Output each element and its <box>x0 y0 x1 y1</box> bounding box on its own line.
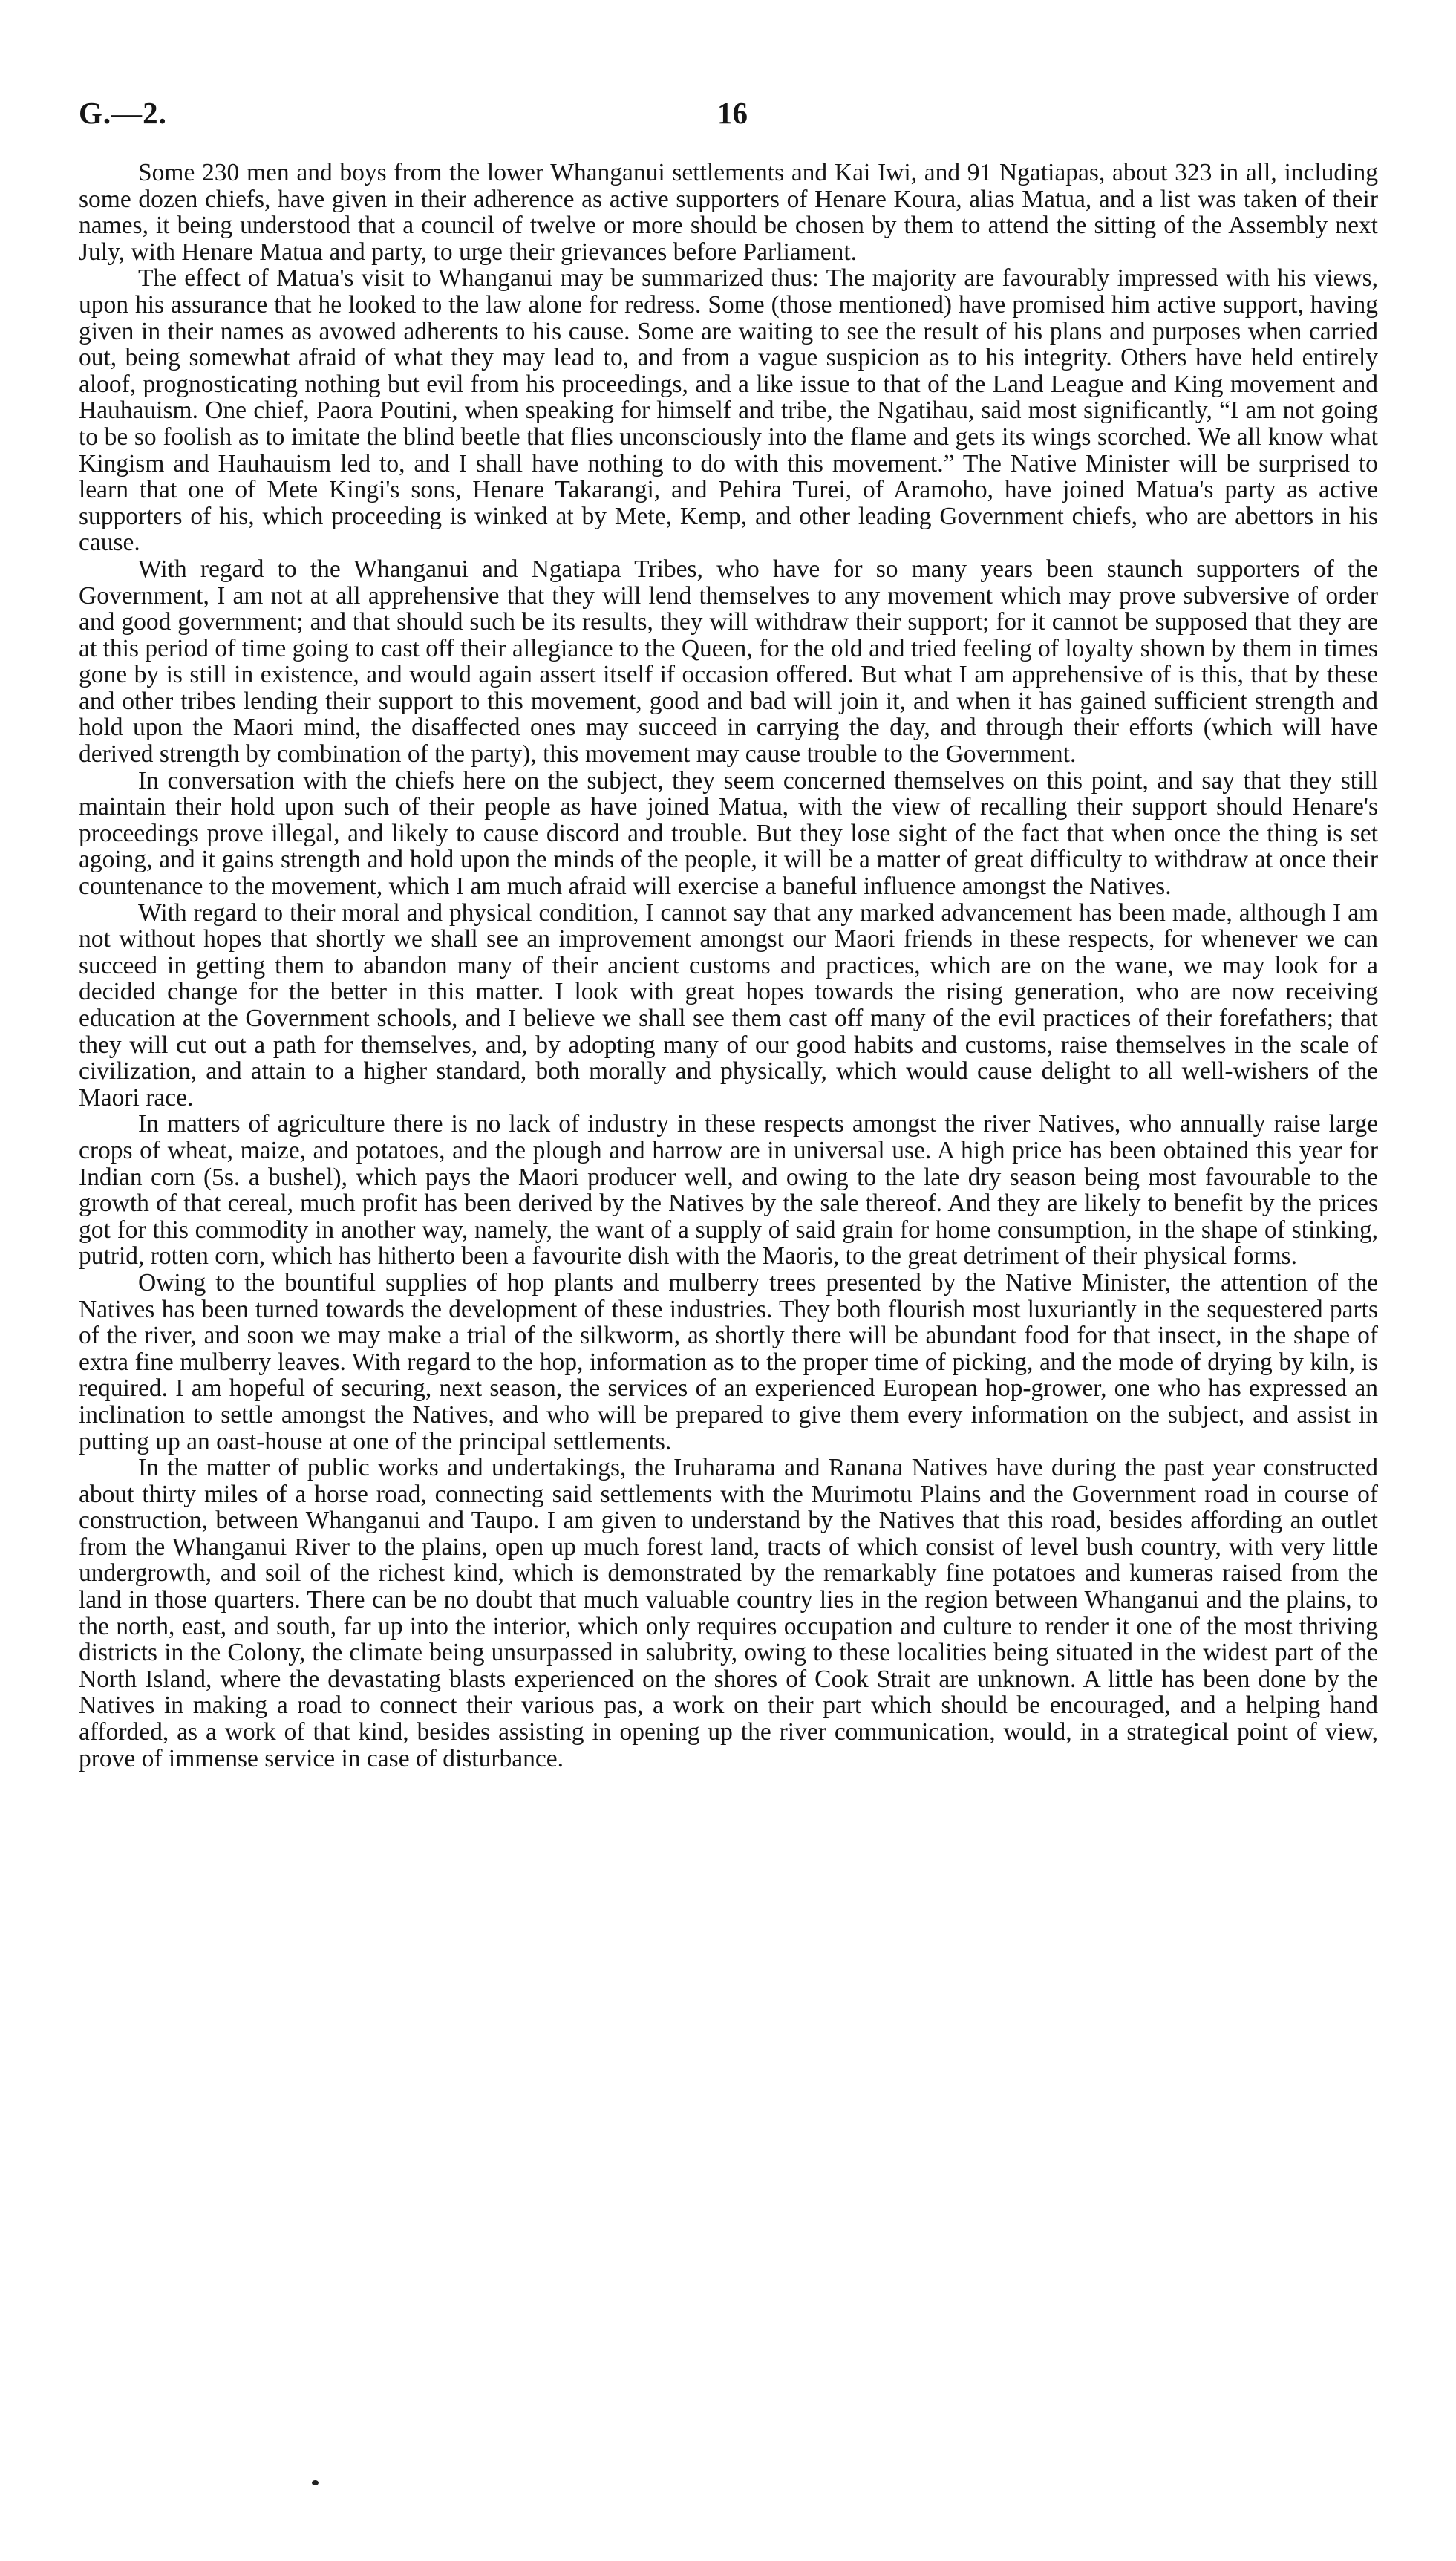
body-text <box>79 160 1378 1772</box>
paragraph-chiefs-conversation: In conversation with the chiefs here on the subject, they seem concerned themselves on this point, and say that they still maintain their hold upon such of their people as have joined Matua, with the view of recalling their support should Henare's proceedings prove illegal, and likely to cause discord and trouble. But they lose sight of the fact that when once the thing is set agoing, and it gains strength and hold upon the minds of the people, it will be a matter of great difficulty to withdraw at once their countenance to the movement, which I am much afraid will exercise a baneful influence amongst the Natives. <box>79 766 1378 901</box>
paragraph-adherents: Some 230 men and boys from the lower Whanganui settlements and Kai Iwi, and 91 Ngatiapas, about 323 in all, including some dozen chiefs, have given in their adherence as active supporters of Henare Koura, alias Matua, and a list was taken of their names, it being understood that a council of twelve or more should be chosen by them to attend the sitting of the Assembly next July, with Henare Matua and party, to urge their grievances before Parliament. <box>79 159 1378 266</box>
paragraph-moral-physical-condition: With regard to their moral and physical condition, I cannot say that any marked advancement has been made, although I am not without hopes that shortly we shall see an improvement amongst our Maori friends in these respects, for whenever we can succeed in getting them to abandon many of their ancient customs and practices, which are on the wane, we may look for a decided change for the better in this matter. I look with great hopes towards the rising generation, who are now receiving education at the Government schools, and I believe we shall see them cast off many of the evil practices of their forefathers; that they will cut out a path for themselves, and, by adopting many of our good habits and customs, raise themselves in the scale of civilization, and attain to a higher standard, both morally and physically, which would cause delight to all well-wishers of the Maori race. <box>79 898 1378 1112</box>
paragraph-public-works: In the matter of public works and undertakings, the Iruharama and Ranana Natives have during the past year constructed about thirty miles of a horse road, connecting said settlements with the Murimotu Plains and the Government road in course of construction, between Whanganui and Taupo. I am given to understand by the Natives that this road, besides affording an outlet from the Whanganui River to the plains, open up much forest land, tracts of which consist of level bush country, with very little undergrowth, and soil of the richest kind, which is demonstrated by the remarkably fine potatoes and kumeras raised from the land in those quarters. There can be no doubt that much valuable country lies in the region between Whanganui and the plains, to the north, east, and south, far up into the interior, which only requires occupation and culture to render it one of the most thriving districts in the Colony, the climate being unsurpassed in salubrity, owing to these localities being situated in the widest part of the North Island, where the devastating blasts experienced on the shores of Cook Strait are unknown. A little has been done by the Natives in making a road to connect their various pas, a work on their part which should be encouraged, and a helping hand afforded, as a work of that kind, besides assisting in opening up the river communication, would, in a strategical point of view, prove of immense service in case of disturbance. <box>79 1454 1378 1772</box>
paragraph-matua-visit: The effect of Matua's visit to Whanganui may be summarized thus: The majority are favourably impressed with his views, upon his assurance that he looked to the law alone for redress. Some (those mentioned) have promised him active support, having given in their names as avowed adherents to his cause. Some are waiting to see the result of his plans and purposes when carried out, being somewhat afraid of what they may lead to, and from a vague suspicion as to his integrity. Others have held entirely aloof, prognosticating nothing but evil from his proceedings, and a like issue to that of the Land League and King movement and Hauhauism. One chief, Paora Poutini, when speaking for himself and tribe, the Ngatihau, said most significantly, “I am not going to be so foolish as to imitate the blind beetle that flies unconsciously into the flame and gets its wings scorched. We all know what Kingism and Hauhauism led to, and I shall have nothing to do with this movement.” The Native Minister will be surprised to learn that one of Mete Kingi's sons, Henare Takarangi, and Pehira Turei, of Aramoho, have joined Matua's party as active supporters of his, which proceeding is winked at by Mete, Kemp, and other leading Government chiefs, who are abettors in his cause. <box>79 264 1378 557</box>
ink-speck <box>312 2480 319 2485</box>
page-number: 16 <box>717 96 748 130</box>
page-header <box>79 95 1378 140</box>
paragraph-hops-mulberry: Owing to the bountiful supplies of hop plants and mulberry trees presented by the Native Minister, the attention of the Natives has been turned towards the development of these industries. They both flourish most luxuriantly in the sequestered parts of the river, and soon we may make a trial of the silkworm, as shortly there will be abundant food for that insect, in the shape of extra fine mulberry leaves. With regard to the hop, information as to the proper time of picking, and the mode of drying by kiln, is required. I am hopeful of securing, next season, the services of an experienced European hop-grower, one who has expressed an inclination to settle amongst the Natives, and who will be prepared to give them every information on the subject, and assist in putting up an oast-house at one of the principal settlements. <box>79 1268 1378 1455</box>
document-reference: G.—2. <box>79 96 167 130</box>
paragraph-tribes-loyalty: With regard to the Whanganui and Ngatiapa Tribes, who have for so many years been staunch supporters of the Government, I am not at all apprehensive that they will lend themselves to any movement which may prove subversive of order and good government; and that should such be its results, they will withdraw their support; for it cannot be supposed that they are at this period of time going to cast off their allegiance to the Queen, for the old and tried feeling of loyalty shown by them in times gone by is still in existence, and would again assert itself if occasion offered. But what I am apprehensive of is this, that by these and other tribes lending their support to this movement, good and bad will join it, and when it has gained sufficient strength and hold upon the Maori mind, the disaffected ones may succeed in carrying the day, and through their efforts (which will have derived strength by combination of the party), this movement may cause trouble to the Government. <box>79 555 1378 769</box>
paragraph-agriculture: In matters of agriculture there is no lack of industry in these respects amongst the river Natives, who annually raise large crops of wheat, maize, and potatoes, and the plough and harrow are in universal use. A high price has been obtained this year for Indian corn (5s. a bushel), which pays the Maori producer well, and owing to the late dry season being most favourable to the growth of that cereal, much profit has been derived by the Natives by the sale thereof. And they are likely to benefit by the prices got for this commodity in another way, namely, the want of a supply of said grain for home consumption, in the shape of stinking, putrid, rotten corn, which has hitherto been a favourite dish with the Maoris, to the great detriment of their physical forms. <box>79 1110 1378 1270</box>
